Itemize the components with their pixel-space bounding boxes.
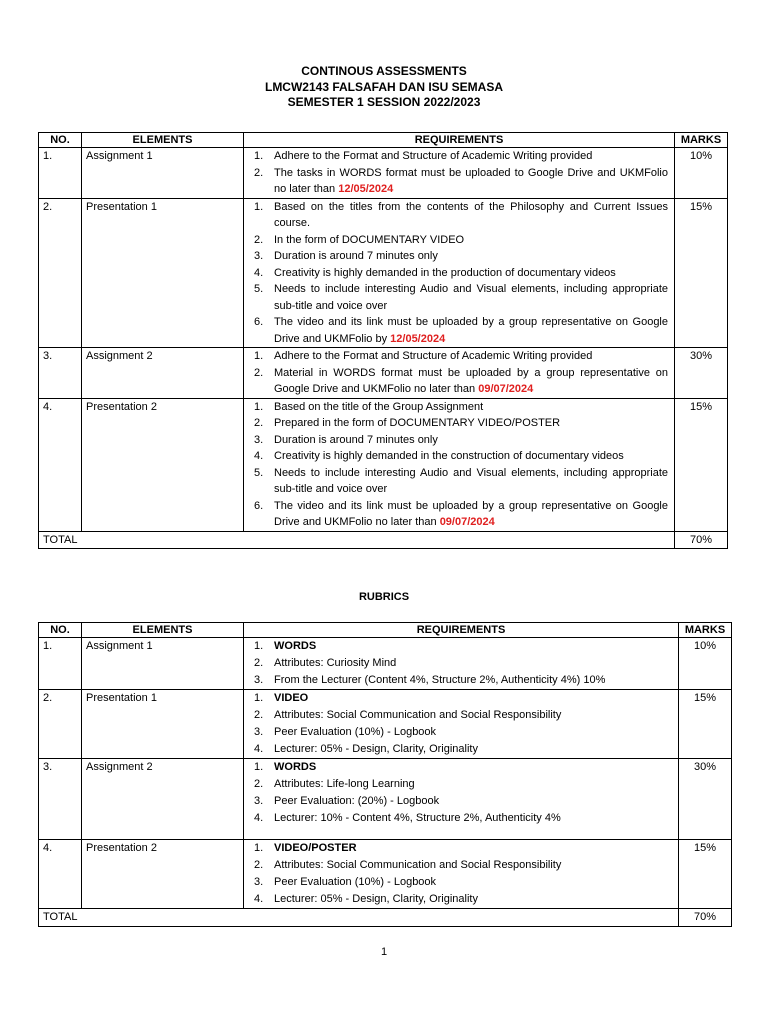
requirement-item xyxy=(248,891,672,908)
requirement-item xyxy=(248,840,672,857)
requirement-text-block xyxy=(274,148,668,165)
requirement-item xyxy=(248,690,672,707)
requirement-text: Based on the titles from the contents of the Philosophy and Current Issues course. xyxy=(274,200,668,229)
row-requirements xyxy=(244,398,675,531)
table-row xyxy=(39,148,728,199)
requirement-text: Attributes: Social Communication and Social Responsibility xyxy=(274,709,562,721)
row-marks: 10% xyxy=(679,638,732,690)
total-label: TOTAL xyxy=(39,909,679,927)
requirement-text: Based on the title of the Group Assignment xyxy=(274,400,484,413)
requirement-number: 3. xyxy=(254,433,264,446)
row-number: 1. xyxy=(39,148,82,199)
requirement-text: The video and its link must be uploaded by a group representative on Google Drive and UKMFolio no later than xyxy=(274,499,668,528)
title-line-2: LMCW2143 FALSAFAH DAN ISU SEMASA xyxy=(264,79,504,94)
requirement-text: Lecturer: 10% - Content 4%, Structure 2%, Authenticity 4% xyxy=(274,812,561,824)
row-spacer xyxy=(248,827,672,839)
requirement-item xyxy=(248,465,668,498)
deadline-date: 12/05/2024 xyxy=(338,183,394,195)
assessment-table xyxy=(38,132,728,549)
table-row xyxy=(39,690,732,759)
requirement-number: 2. xyxy=(254,709,264,721)
requirement-text: Peer Evaluation (10%) - Logbook xyxy=(274,726,437,738)
requirement-number: 3. xyxy=(254,726,264,738)
requirement-text-block xyxy=(274,165,668,198)
row-element: Assignment 2 xyxy=(82,348,244,399)
requirement-text: Lecturer: 05% - Design, Clarity, Originality xyxy=(274,743,478,755)
requirement-text: Duration is around 7 minutes only xyxy=(274,433,438,446)
rubrics-title: RUBRICS xyxy=(358,591,410,603)
requirement-number: 1. xyxy=(254,640,264,652)
table-row xyxy=(39,198,728,348)
requirement-text: Attributes: Life-long Learning xyxy=(274,778,415,790)
row-marks: 15% xyxy=(675,198,728,348)
document-title xyxy=(0,64,768,111)
requirement-text-block xyxy=(274,415,668,432)
requirement-item xyxy=(248,810,672,827)
requirement-number: 1. xyxy=(254,842,264,854)
requirement-item xyxy=(248,672,672,689)
row-element: Presentation 1 xyxy=(82,690,244,759)
requirement-number: 3. xyxy=(254,795,264,807)
requirement-text: Peer Evaluation: (20%) - Logbook xyxy=(274,795,440,807)
row-requirements xyxy=(244,759,679,840)
requirement-number: 5. xyxy=(254,283,264,295)
requirement-text-block xyxy=(274,690,672,707)
requirement-number: 3. xyxy=(254,250,264,262)
requirement-text-block xyxy=(274,281,668,314)
total-marks: 70% xyxy=(679,909,732,927)
header-requirements: REQUIREMENTS xyxy=(244,623,679,638)
requirement-text-block xyxy=(274,707,672,724)
requirement-text-block xyxy=(274,248,668,265)
requirement-text: Duration is around 7 minutes only xyxy=(274,250,438,262)
requirement-text-block xyxy=(274,638,672,655)
requirement-number: 3. xyxy=(254,876,264,888)
rubrics-total-row xyxy=(39,909,732,927)
requirement-item xyxy=(248,248,668,265)
table-row xyxy=(39,638,732,690)
row-requirements xyxy=(244,348,675,399)
requirement-item xyxy=(248,724,672,741)
requirement-text-block xyxy=(274,655,672,672)
row-requirements xyxy=(244,198,675,348)
row-number: 4. xyxy=(39,398,82,531)
requirement-number: 1. xyxy=(254,400,264,413)
requirement-number: 4. xyxy=(254,450,264,462)
requirement-number: 2. xyxy=(254,859,264,871)
requirement-text: Attributes: Curiosity Mind xyxy=(274,657,397,669)
row-requirements xyxy=(244,840,679,909)
requirement-number: 1. xyxy=(254,350,264,362)
requirement-text: WORDS xyxy=(274,761,317,773)
requirement-text-block xyxy=(274,759,672,776)
row-element: Assignment 1 xyxy=(82,638,244,690)
page-number: 1 xyxy=(380,946,388,958)
header-marks: MARKS xyxy=(675,133,728,148)
requirement-number: 1. xyxy=(254,200,264,213)
row-number: 2. xyxy=(39,198,82,348)
requirement-number: 2. xyxy=(254,366,264,379)
row-element: Presentation 2 xyxy=(82,840,244,909)
requirement-text-block xyxy=(274,399,668,416)
requirement-number: 6. xyxy=(254,499,264,512)
requirement-text-block xyxy=(274,199,668,232)
row-number: 4. xyxy=(39,840,82,909)
requirement-number: 6. xyxy=(254,316,264,328)
row-element: Presentation 1 xyxy=(82,198,244,348)
row-number: 3. xyxy=(39,759,82,840)
requirement-number: 1. xyxy=(254,692,264,704)
requirement-text-block xyxy=(274,232,668,249)
requirement-text: Adhere to the Format and Structure of Academic Writing provided xyxy=(274,350,593,362)
requirement-text: Peer Evaluation (10%) - Logbook xyxy=(274,876,437,888)
row-marks: 15% xyxy=(679,690,732,759)
requirement-item xyxy=(248,415,668,432)
row-element: Assignment 1 xyxy=(82,148,244,199)
requirement-number: 4. xyxy=(254,893,264,905)
requirement-item xyxy=(248,498,668,531)
requirement-number: 4. xyxy=(254,266,264,279)
requirement-number: 2. xyxy=(254,778,264,790)
requirement-item xyxy=(248,148,668,165)
requirement-item xyxy=(248,776,672,793)
requirement-item xyxy=(248,399,668,416)
requirement-item xyxy=(248,199,668,232)
requirement-number: 3. xyxy=(254,674,264,686)
requirement-item xyxy=(248,857,672,874)
header-requirements: REQUIREMENTS xyxy=(244,133,675,148)
deadline-date: 09/07/2024 xyxy=(478,383,534,395)
requirement-text-block xyxy=(274,448,668,465)
row-number: 2. xyxy=(39,690,82,759)
requirement-text: Lecturer: 05% - Design, Clarity, Originality xyxy=(274,893,478,905)
requirement-text: Needs to include interesting Audio and Visual elements, including appropriate sub-title and voice over xyxy=(274,466,668,495)
requirement-item xyxy=(248,707,672,724)
row-marks: 15% xyxy=(679,840,732,909)
rubrics-header-row xyxy=(39,623,732,638)
requirement-text: In the form of DOCUMENTARY VIDEO xyxy=(274,233,465,246)
requirement-text-block xyxy=(274,348,668,365)
requirement-text-block xyxy=(274,793,672,810)
requirement-text-block xyxy=(274,498,668,531)
requirement-text-block xyxy=(274,741,672,758)
requirement-item xyxy=(248,348,668,365)
requirement-text: Prepared in the form of DOCUMENTARY VIDEO/POSTER xyxy=(274,417,561,429)
requirement-text: Creativity is highly demanded in the construction of documentary videos xyxy=(274,450,624,462)
deadline-date: 09/07/2024 xyxy=(439,516,495,528)
requirement-text: Creativity is highly demanded in the production of documentary videos xyxy=(274,266,616,279)
requirement-number: 2. xyxy=(254,233,264,246)
requirement-text-block xyxy=(274,776,672,793)
requirement-text-block xyxy=(274,840,672,857)
requirement-number: 2. xyxy=(254,657,264,669)
deadline-date: 12/05/2024 xyxy=(390,332,446,345)
requirement-item xyxy=(248,638,672,655)
total-marks: 70% xyxy=(675,531,728,549)
table-row xyxy=(39,398,728,531)
table-row xyxy=(39,759,732,840)
requirement-text: Material in WORDS format must be uploaded by a group representative on Google Drive and UKMFolio no later than xyxy=(274,366,668,395)
row-marks: 15% xyxy=(675,398,728,531)
assessment-total-row xyxy=(39,531,728,549)
row-requirements xyxy=(244,638,679,690)
requirement-item xyxy=(248,232,668,249)
row-element: Assignment 2 xyxy=(82,759,244,840)
title-line-3: SEMESTER 1 SESSION 2022/2023 xyxy=(287,95,481,109)
requirement-text-block xyxy=(274,672,672,689)
row-number: 1. xyxy=(39,638,82,690)
table-row xyxy=(39,348,728,399)
requirement-item xyxy=(248,759,672,776)
requirement-item xyxy=(248,655,672,672)
header-elements: ELEMENTS xyxy=(82,623,244,638)
row-marks: 10% xyxy=(675,148,728,199)
requirement-text: VIDEO/POSTER xyxy=(274,842,357,854)
requirement-item xyxy=(248,741,672,758)
requirement-item xyxy=(248,281,668,314)
header-marks: MARKS xyxy=(679,623,732,638)
requirement-text-block xyxy=(274,857,672,874)
requirement-text-block xyxy=(274,724,672,741)
row-number: 3. xyxy=(39,348,82,399)
requirement-text: Needs to include interesting Audio and Visual elements, including appropriate sub-title and voice over xyxy=(274,283,668,312)
header-no: NO. xyxy=(39,133,82,148)
requirement-text-block xyxy=(274,810,672,827)
requirement-number: 1. xyxy=(254,761,264,773)
requirement-text: The video and its link must be uploaded by a group representative on Google Drive and UKMFolio by xyxy=(274,316,668,345)
requirement-item xyxy=(248,265,668,282)
header-no: NO. xyxy=(39,623,82,638)
requirement-text-block xyxy=(274,265,668,282)
row-requirements xyxy=(244,148,675,199)
requirement-item xyxy=(248,793,672,810)
requirement-text: Attributes: Social Communication and Social Responsibility xyxy=(274,859,562,871)
requirement-number: 4. xyxy=(254,812,264,824)
requirement-text: Adhere to the Format and Structure of Academic Writing provided xyxy=(274,150,593,162)
requirement-text: The tasks in WORDS format must be uploaded to Google Drive and UKMFolio no later than xyxy=(274,166,668,195)
requirement-number: 2. xyxy=(254,166,264,179)
total-label: TOTAL xyxy=(39,531,675,549)
header-elements: ELEMENTS xyxy=(82,133,244,148)
requirement-number: 5. xyxy=(254,466,264,479)
requirement-item xyxy=(248,432,668,449)
requirement-text: VIDEO xyxy=(274,692,309,704)
requirement-text: WORDS xyxy=(274,640,317,652)
requirement-text-block xyxy=(274,874,672,891)
requirement-item xyxy=(248,314,668,347)
row-marks: 30% xyxy=(675,348,728,399)
title-line-1: CONTINOUS ASSESSMENTS xyxy=(301,64,467,78)
requirement-number: 2. xyxy=(254,417,264,429)
row-marks: 30% xyxy=(679,759,732,840)
requirement-text-block xyxy=(274,891,672,908)
rubrics-table xyxy=(38,622,732,927)
requirement-number: 4. xyxy=(254,743,264,755)
requirement-item xyxy=(248,365,668,398)
requirement-text-block xyxy=(274,314,668,347)
assessment-header-row xyxy=(39,133,728,148)
requirement-text-block xyxy=(274,365,668,398)
requirement-item xyxy=(248,448,668,465)
requirement-number: 1. xyxy=(254,150,264,162)
requirement-text: From the Lecturer (Content 4%, Structure 2%, Authenticity 4%) 10% xyxy=(274,674,606,686)
requirement-item xyxy=(248,874,672,891)
requirement-text-block xyxy=(274,432,668,449)
requirement-text-block xyxy=(274,465,668,498)
row-element: Presentation 2 xyxy=(82,398,244,531)
table-row xyxy=(39,840,732,909)
requirement-item xyxy=(248,165,668,198)
row-requirements xyxy=(244,690,679,759)
